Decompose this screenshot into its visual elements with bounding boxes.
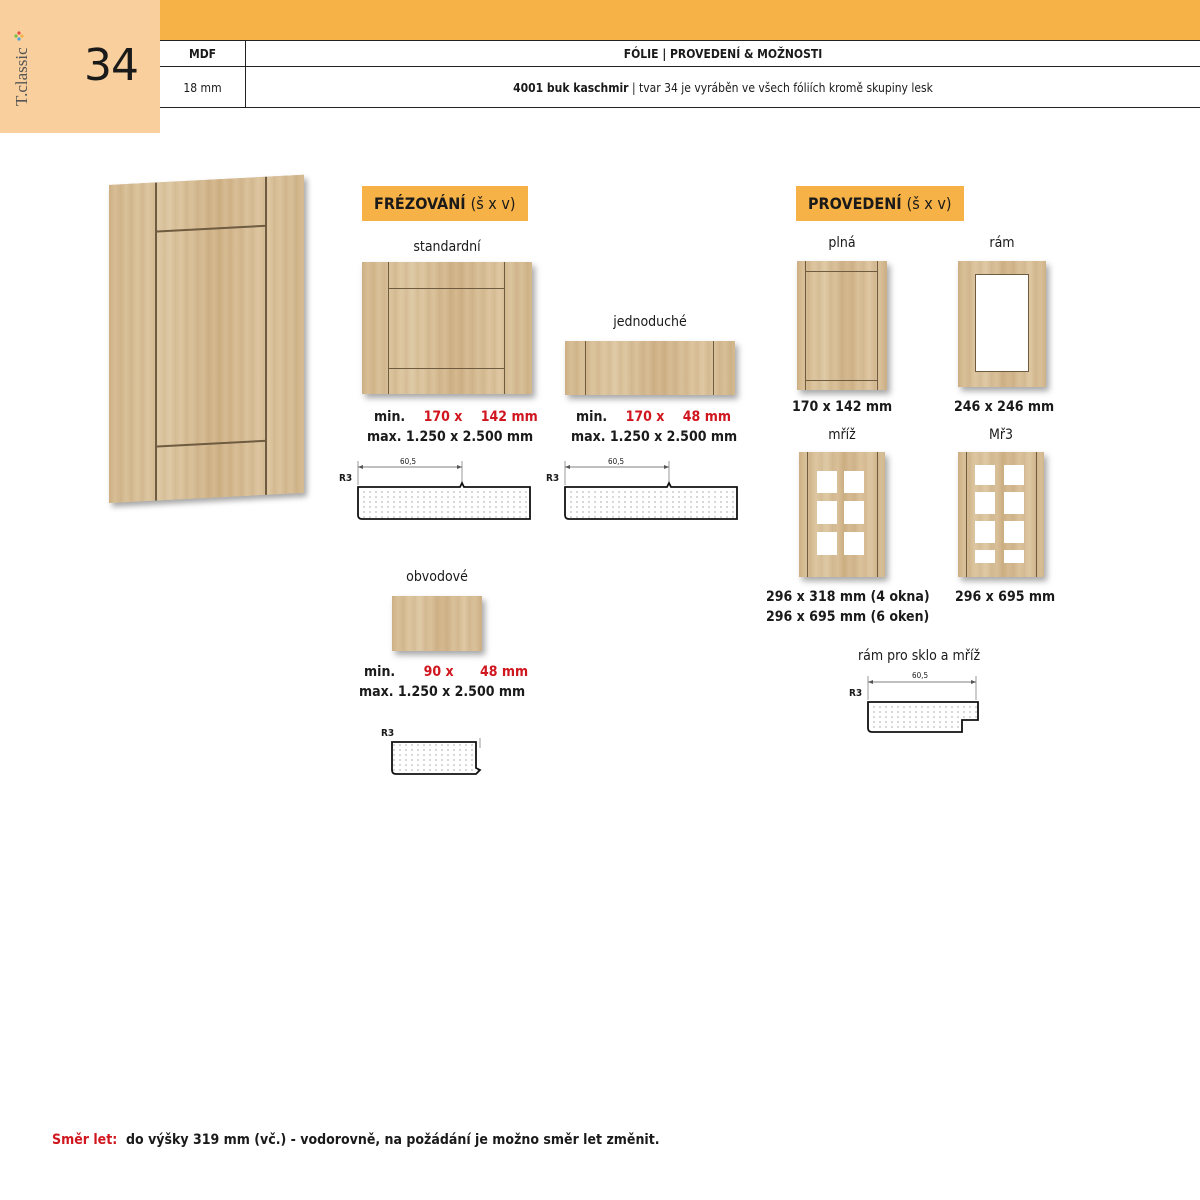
milling-title-unit: (š x v) (470, 194, 516, 213)
groove (805, 271, 878, 272)
min-height: 48 mm (682, 409, 731, 425)
window-pane (975, 521, 995, 543)
milling-perimeter-profile (380, 738, 490, 778)
design-solid-sample (797, 261, 887, 390)
groove (504, 262, 505, 394)
groove (388, 262, 389, 394)
window-pane (975, 465, 995, 485)
design-glass-frame-label: rám pro sklo a mříž (858, 648, 981, 664)
design-grid-dim2: 296 x 695 mm (6 oken) (766, 609, 930, 625)
window-pane (975, 492, 995, 514)
milling-simple-max: max. 1.250 x 2.500 mm (571, 429, 738, 445)
window-pane (1004, 521, 1024, 543)
design-frame-label: rám (989, 235, 1015, 251)
window-pane (844, 501, 864, 524)
milling-standard-min (374, 409, 538, 425)
milling-perimeter-label: obvodové (406, 569, 468, 585)
min-height: 142 mm (480, 409, 538, 425)
brand-logo-icon (13, 30, 25, 42)
milling-standard-profile (338, 455, 534, 523)
col-header-mdf: MDF (160, 41, 246, 66)
finish-name: 4001 buk kaschmir (513, 80, 629, 95)
milling-simple-sample (565, 341, 735, 395)
min-prefix: min. (576, 409, 608, 425)
milling-perimeter-profile-r: R3 (381, 728, 395, 739)
groove (877, 452, 878, 577)
col-header-foil: FÓLIE | PROVEDENÍ & MOŽNOSTI (623, 46, 823, 61)
design-glass-frame-profile (848, 670, 988, 740)
design-frame-dim: 246 x 246 mm (954, 399, 1055, 415)
groove (713, 341, 714, 395)
milling-perimeter-sample (392, 596, 482, 651)
milling-title (362, 186, 528, 221)
groove (966, 452, 967, 577)
min-width: 170 x (625, 409, 665, 425)
milling-standard-profile-w: 60,5 (400, 457, 417, 466)
thickness-value: 18 mm (160, 67, 246, 108)
window-pane (817, 501, 837, 524)
milling-simple-profile-r: R3 (546, 473, 560, 484)
groove (388, 288, 505, 289)
milling-standard-profile-r: R3 (339, 473, 353, 484)
groove (1036, 452, 1037, 577)
milling-simple-min (576, 409, 731, 425)
groove (388, 368, 505, 369)
window-pane (817, 532, 837, 555)
design-title-bold: PROVEDENÍ (808, 194, 902, 213)
glass-opening (975, 274, 1029, 372)
finish-note: | tvar 34 je vyráběn ve všech fóliích kromě skupiny lesk (628, 80, 933, 95)
window-pane (844, 532, 864, 555)
door-preview (109, 163, 304, 495)
milling-simple-profile (545, 455, 741, 523)
milling-standard-label: standardní (413, 239, 481, 255)
groove (805, 261, 806, 390)
design-glass-frame-profile-r: R3 (849, 688, 863, 699)
milling-standard-sample (362, 262, 532, 394)
header-bar (160, 0, 1200, 40)
design-title-unit: (š x v) (906, 194, 952, 213)
design-grid3-dim: 296 x 695 mm (955, 589, 1056, 605)
window-pane (1004, 492, 1024, 514)
design-frame-sample (958, 261, 1046, 387)
min-height: 48 mm (480, 664, 529, 680)
footer-label: Směr let: (52, 1132, 118, 1148)
design-grid3-sample (958, 452, 1044, 577)
design-title (796, 186, 964, 221)
groove (805, 380, 878, 381)
window-pane (844, 471, 864, 493)
design-grid3-label: Mř3 (988, 427, 1014, 443)
milling-standard-max: max. 1.250 x 2.500 mm (367, 429, 534, 445)
header-table-row (160, 41, 1200, 67)
groove (807, 452, 808, 577)
window-pane (1004, 550, 1024, 563)
groove (585, 341, 586, 395)
design-grid-sample (799, 452, 885, 577)
header-corner (0, 0, 160, 133)
header-table (160, 40, 1200, 108)
window-pane (975, 550, 995, 563)
header-table-row (160, 67, 1200, 108)
milling-perimeter-max: max. 1.250 x 2.500 mm (359, 684, 526, 700)
milling-title-bold: FRÉZOVÁNÍ (374, 194, 466, 213)
min-width: 90 x (423, 664, 454, 680)
window-pane (1004, 465, 1024, 485)
page-number: 34 (84, 40, 138, 91)
door-panel (109, 175, 304, 503)
brand-name: T.classic (12, 47, 31, 106)
min-width: 170 x (423, 409, 463, 425)
design-solid-label: plná (828, 235, 856, 251)
design-grid-label: mříž (828, 427, 856, 443)
min-prefix: min. (374, 409, 406, 425)
footer-note (52, 1132, 660, 1148)
groove (877, 261, 878, 390)
design-solid-dim: 170 x 142 mm (792, 399, 893, 415)
footer-text: do výšky 319 mm (vč.) - vodorovně, na požádání je možno směr let změnit. (121, 1132, 660, 1148)
finish-description (246, 67, 1200, 108)
milling-simple-profile-w: 60,5 (608, 457, 625, 466)
design-glass-frame-profile-w: 60,5 (912, 671, 929, 680)
min-prefix: min. (364, 664, 396, 680)
design-grid-dim1: 296 x 318 mm (4 okna) (766, 589, 930, 605)
window-pane (817, 471, 837, 493)
milling-perimeter-min (364, 664, 528, 680)
milling-simple-label: jednoduché (613, 314, 687, 330)
